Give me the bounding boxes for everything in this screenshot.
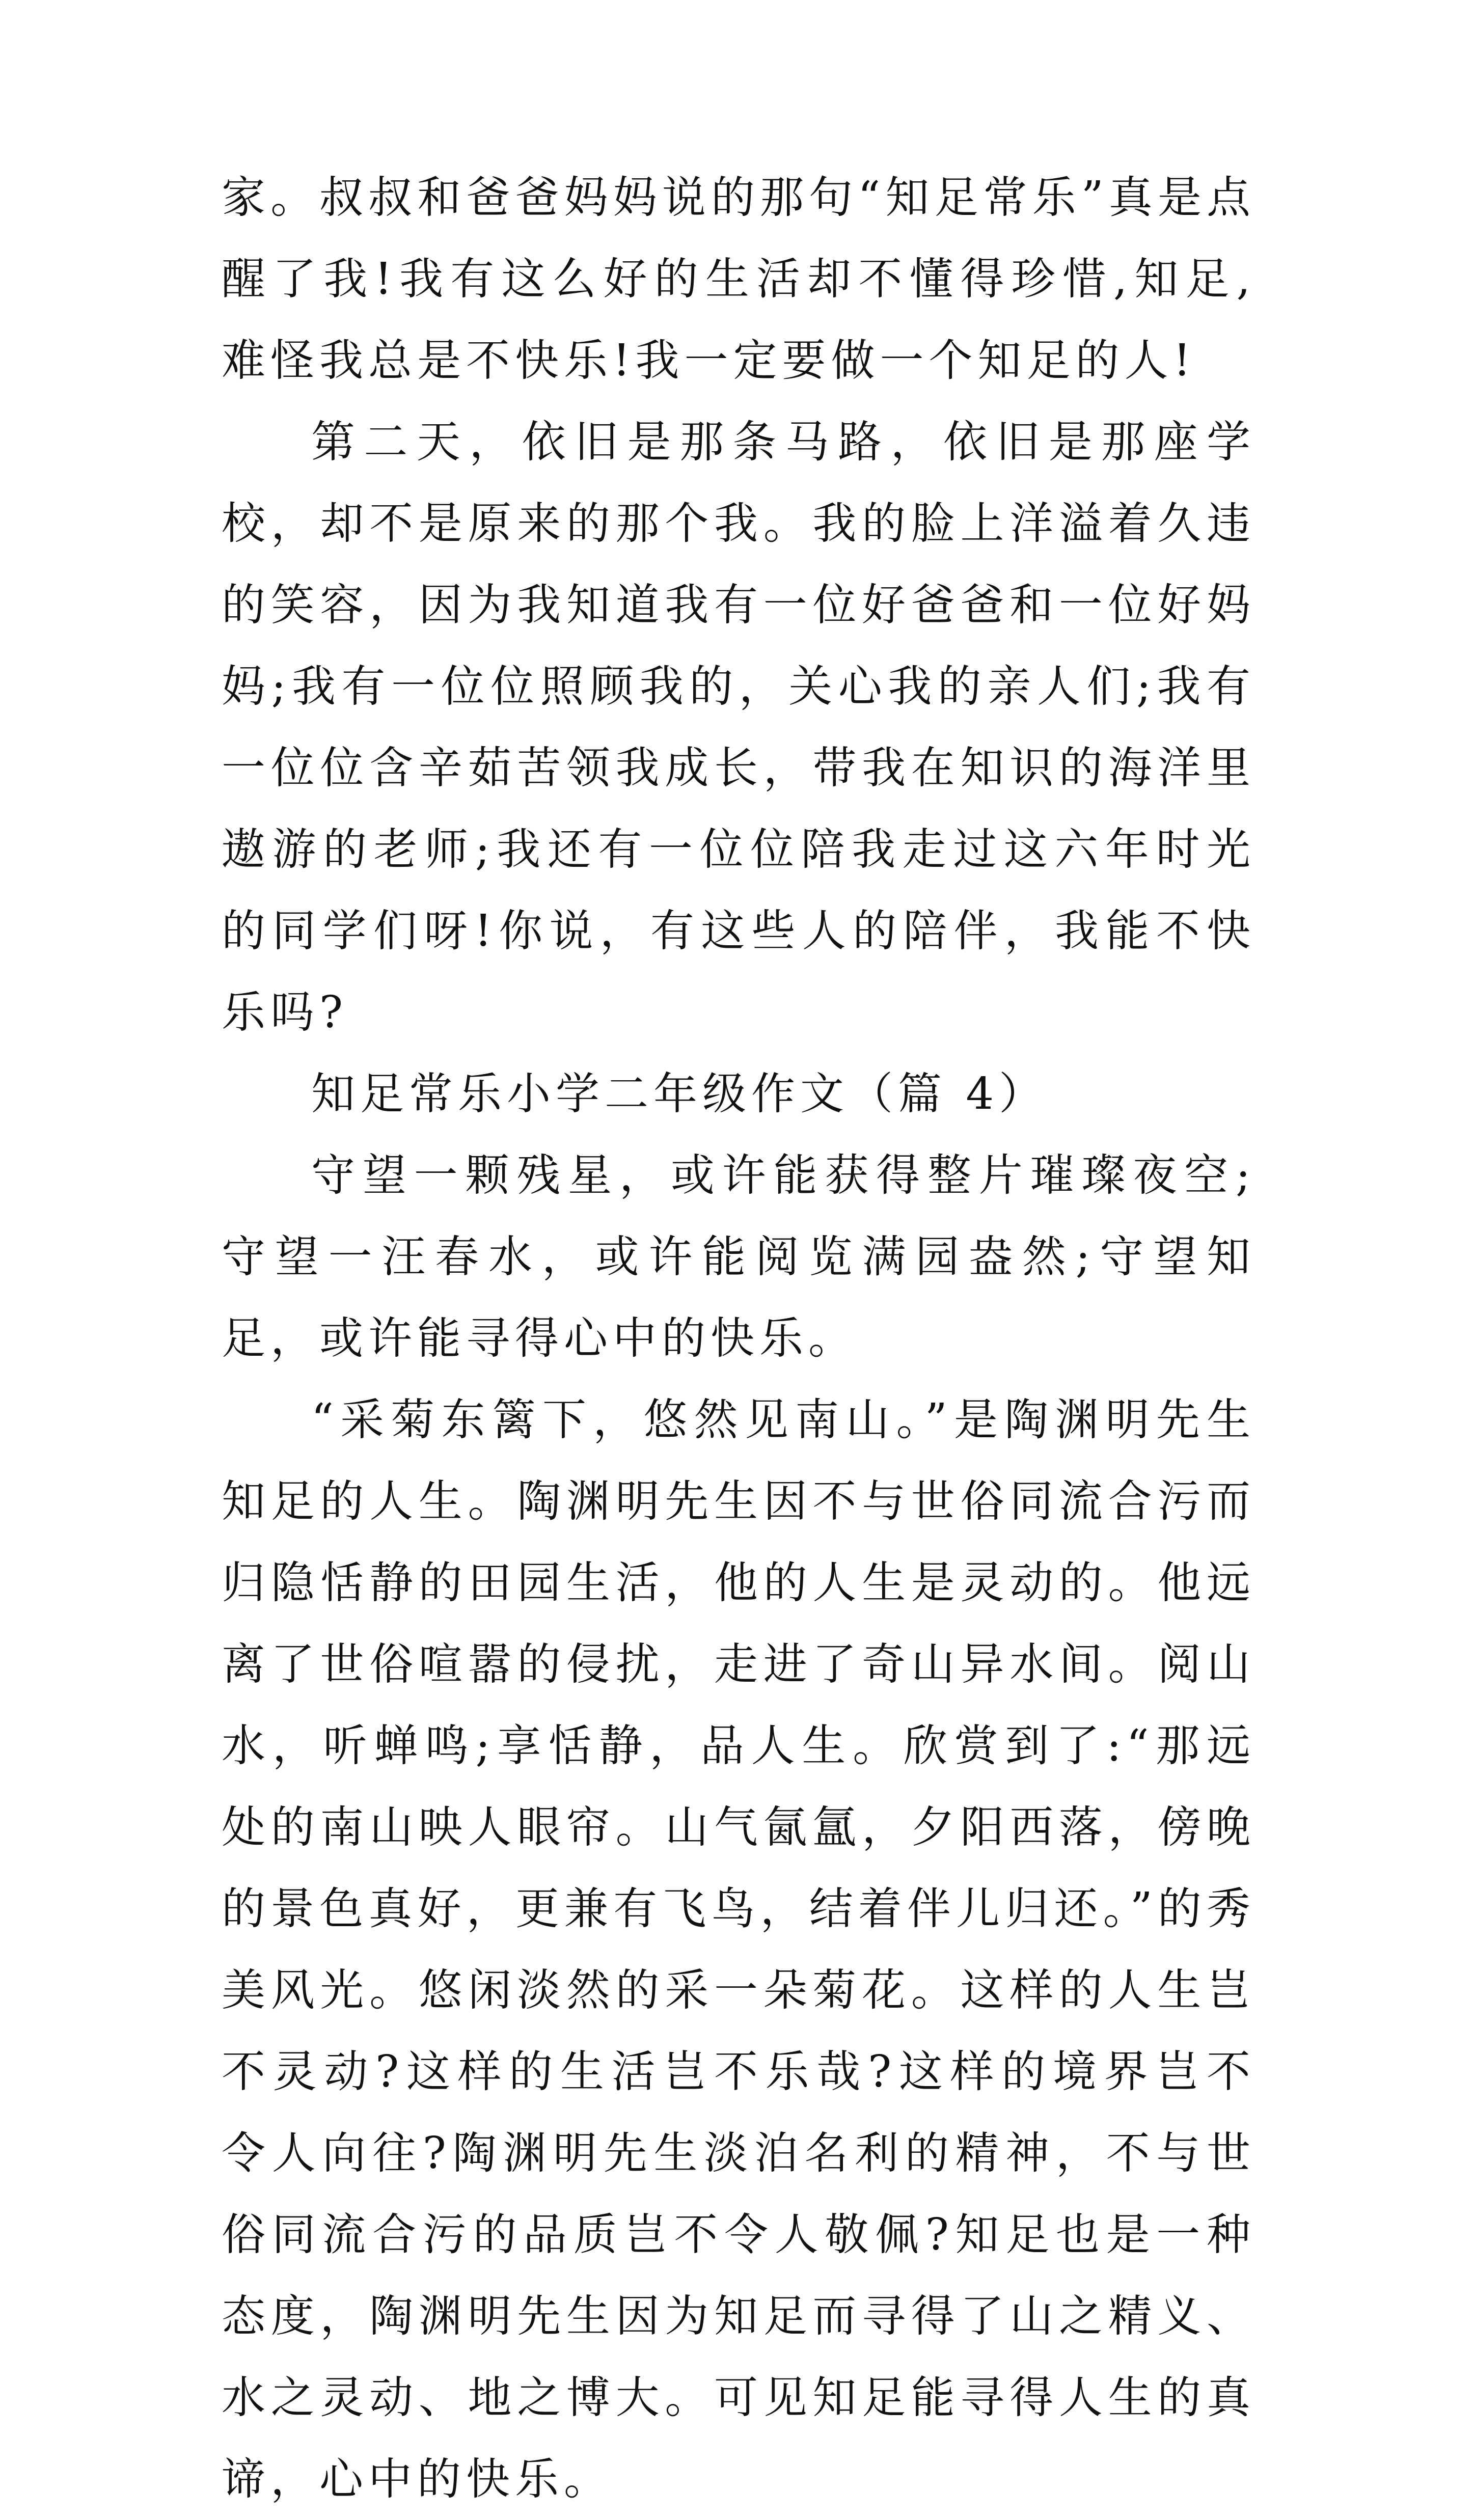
- essay-heading: 知足常乐小学二年级作文（篇 4）: [311, 1069, 1048, 1119]
- paragraph-continuation: 家。叔叔和爸爸妈妈说的那句“知足常乐”真是点醒了我!我有这么好的生活却不懂得珍惜,知足,难怪我总是不快乐!我一定要做一个知足的人!: [222, 172, 1255, 386]
- paragraph-second-day: 第二天，依旧是那条马路，依旧是那座学校，却不是原来的那个我。我的脸上洋溢着久违的笑容，因为我知道我有一位好爸爸和一位好妈妈;我有一位位照顾我的，关心我的亲人们;我有一位位含辛茹苦领我成长，带我在知识的海洋里遨游的老师;我还有一位位陪我走过这六年时光的同学们呀!你说，有这些人的陪伴，我能不快乐吗?: [222, 417, 1255, 1038]
- paragraph-intro: 守望一颗残星，或许能获得整片璀璨夜空;守望一汪春水，或许能阅览满园盎然;守望知足，或许能寻得心中的快乐。: [222, 1150, 1255, 1364]
- paragraph-tao-yuanming: “采菊东篱下，悠然见南山。”是陶渊明先生知足的人生。陶渊明先生因不与世俗同流合污而归隐恬静的田园生活，他的人生是灵动的。他远离了世俗喧嚣的侵扰，走进了奇山异水间。阅山水，听蝉鸣;享恬静，品人生。欣赏到了:“那远处的南山映人眼帘。山气氤氲，夕阳西落，傍晚的景色真好，更兼有飞鸟，结着伴儿归还。”的秀美风光。悠闲淡然的采一朵菊花。这样的人生岂不灵动?这样的生活岂不乐哉?这样的境界岂不令人向往?陶渊明先生淡泊名利的精神，不与世俗同流合污的品质岂不令人敬佩?知足也是一种态度，陶渊明先生因为知足而寻得了山之精义、水之灵动、地之博大。可见知足能寻得人生的真谛，心中的快乐。: [222, 1394, 1255, 2505]
- article-body: [222, 157, 1255, 2520]
